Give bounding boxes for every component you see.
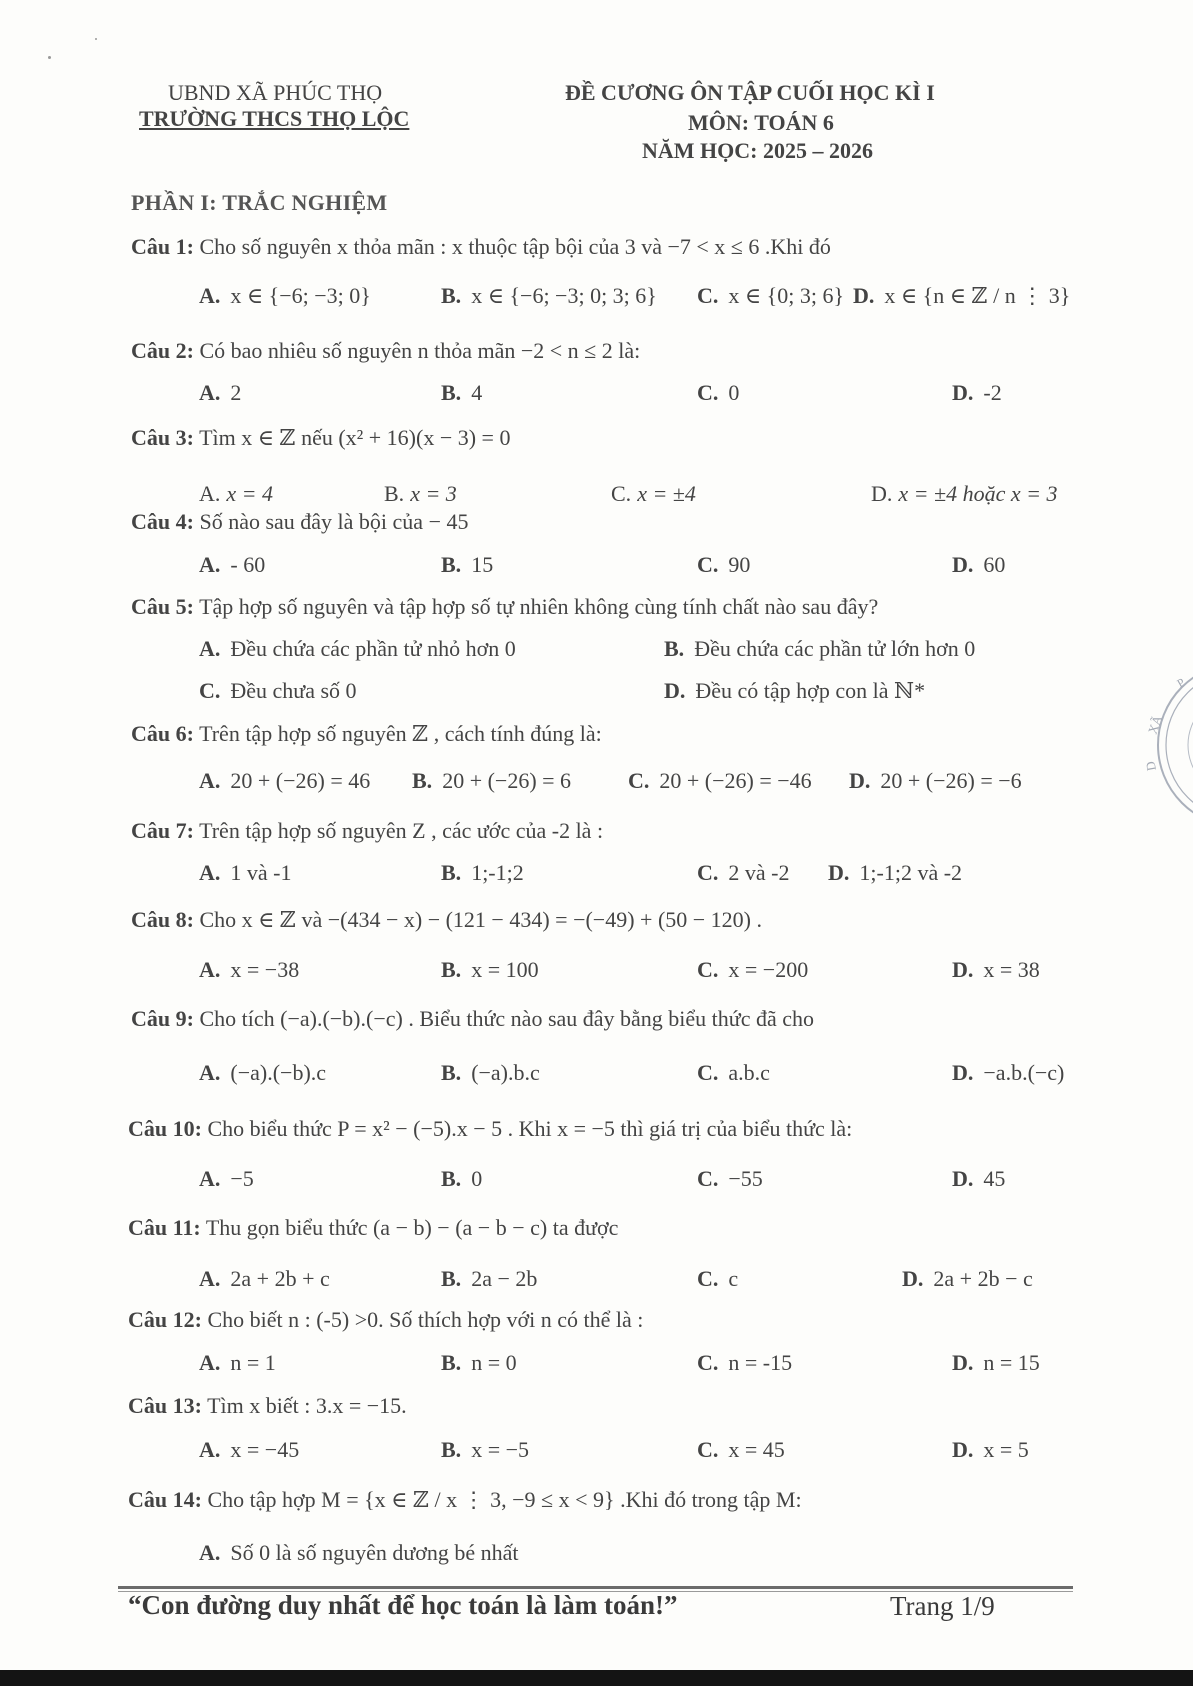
option-13b: B. x = −5 [441,1437,530,1462]
question-text: Cho số nguyên x thỏa mãn : x thuộc tập bội của 3 và −7 < x ≤ 6 .Khi đó [199,234,831,259]
question-10: Câu 10: Cho biểu thức P = x² − (−5).x − 5 . Khi x = −5 thì giá trị của biểu thức là: [128,1116,853,1141]
option-7a: A. 1 và -1 [199,860,292,885]
footer-rule [118,1586,1073,1589]
header-school: TRƯỜNG THCS THỌ LỘC [139,106,410,131]
option-9c: C. a.b.c [697,1060,770,1085]
question-12: Câu 12: Cho biết n : (-5) >0. Số thích hợp với n có thể là : [128,1307,644,1332]
question-14: Câu 14: Cho tập hợp M = {x ∈ ℤ / x ⋮ 3, −9 ≤ x < 9} .Khi đó trong tập M: [128,1487,802,1512]
option-10a: A. −5 [199,1166,254,1191]
option-4b: B. 15 [441,552,494,577]
option-8a: A. x = −38 [199,957,300,982]
option-12d: D. n = 15 [952,1350,1040,1375]
option-1b: B. x ∈ {−6; −3; 0; 3; 6} [441,283,657,308]
option-1c: C. x ∈ {0; 3; 6} [697,283,845,308]
section-title: PHẦN I: TRẮC NGHIỆM [131,190,388,215]
option-3b: B. x = 3 [384,481,457,506]
option-14a: A. Số 0 là số nguyên dương bé nhất [199,1540,519,1565]
option-9a: A. (−a).(−b).c [199,1060,327,1085]
option-13c: C. x = 45 [697,1437,785,1462]
option-8b: B. x = 100 [441,957,539,982]
option-3c: C. x = ±4 [611,481,696,506]
option-1a: A. x ∈ {−6; −3; 0} [199,283,371,308]
question-7: Câu 7: Trên tập hợp số nguyên Z , các ước của -2 là : [131,818,604,843]
question-4: Câu 4: Số nào sau đây là bội của − 45 [131,509,469,534]
header-authority: UBND XÃ PHÚC THỌ [168,80,383,105]
option-9d: D. −a.b.(−c) [952,1060,1065,1085]
option-6b: B. 20 + (−26) = 6 [412,768,572,793]
option-8d: D. x = 38 [952,957,1040,982]
svg-text:D: D [1142,760,1159,773]
scan-bottom-edge [0,1670,1193,1686]
option-5a: A. Đều chứa các phần tử nhỏ hơn 0 [199,636,516,661]
option-6c: C. 20 + (−26) = −46 [628,768,812,793]
header-year: NĂM HỌC: 2025 – 2026 [642,138,873,163]
option-11c: C. c [697,1266,739,1291]
option-7c: C. 2 và -2 [697,860,790,885]
option-7b: B. 1;-1;2 [441,860,524,885]
option-7d: D. 1;-1;2 và -2 [828,860,963,885]
question-8: Câu 8: Cho x ∈ ℤ và −(434 − x) − (121 − 434) = −(−49) + (50 − 120) . [131,907,763,932]
option-12c: C. n = -15 [697,1350,793,1375]
option-13a: A. x = −45 [199,1437,300,1462]
scan-speck [48,56,51,59]
header-doc-title: ĐỀ CƯƠNG ÔN TẬP CUỐI HỌC KÌ I [565,80,935,105]
option-13d: D. x = 5 [952,1437,1029,1462]
option-9b: B. (−a).b.c [441,1060,540,1085]
option-11d: D. 2a + 2b − c [902,1266,1033,1291]
option-2d: D. -2 [952,380,1002,405]
option-2a: A. 2 [199,380,242,405]
option-5b: B. Đều chứa các phần tử lớn hơn 0 [664,636,976,661]
option-3d: D. x = ±4 hoặc x = 3 [871,481,1058,506]
option-1d: D. x ∈ {n ∈ ℤ / n ⋮ 3} [853,283,1071,308]
option-10d: D. 45 [952,1166,1006,1191]
question-11: Câu 11: Thu gọn biểu thức (a − b) − (a − b − c) ta được [128,1215,619,1240]
option-8c: C. x = −200 [697,957,809,982]
question-6: Câu 6: Trên tập hợp số nguyên ℤ , cách tính đúng là: [131,721,602,746]
option-3a: A. x = 4 [199,481,274,506]
option-12b: B. n = 0 [441,1350,517,1375]
option-12a: A. n = 1 [199,1350,276,1375]
option-4a: A. - 60 [199,552,266,577]
svg-text:XÃ: XÃ [1144,713,1166,737]
question-1 [131,234,831,260]
svg-text:P: P [1174,675,1188,691]
question-2: Câu 2: Có bao nhiêu số nguyên n thỏa mãn −2 < n ≤ 2 là: [131,338,641,363]
option-10b: B. 0 [441,1166,483,1191]
question-3: Câu 3: Tìm x ∈ ℤ nếu (x² + 16)(x − 3) = 0 [131,425,511,450]
question-13: Câu 13: Tìm x biết : 3.x = −15. [128,1393,407,1418]
page-number: Trang 1/9 [890,1591,995,1621]
header-subject: MÔN: TOÁN 6 [688,110,834,135]
footer-quote: “Con đường duy nhất để học toán là làm toán!” [128,1590,678,1620]
question-9: Câu 9: Cho tích (−a).(−b).(−c) . Biểu thức nào sau đây bằng biểu thức đã cho [131,1006,815,1031]
option-4d: D. 60 [952,552,1006,577]
option-5c: C. Đều chưa số 0 [199,678,357,703]
question-5: Câu 5: Tập hợp số nguyên và tập hợp số tự nhiên không cùng tính chất nào sau đây? [131,594,879,619]
option-2c: C. 0 [697,380,740,405]
option-6d: D. 20 + (−26) = −6 [849,768,1022,793]
option-11a: A. 2a + 2b + c [199,1266,330,1291]
option-10c: C. −55 [697,1166,763,1191]
question-label: Câu 1: [131,234,194,259]
scan-speck [95,38,97,40]
option-2b: B. 4 [441,380,483,405]
option-11b: B. 2a − 2b [441,1266,538,1291]
option-6a: A. 20 + (−26) = 46 [199,768,371,793]
official-stamp [1130,660,1193,830]
option-5d: D. Đều có tập hợp con là ℕ* [664,678,926,703]
option-4c: C. 90 [697,552,751,577]
